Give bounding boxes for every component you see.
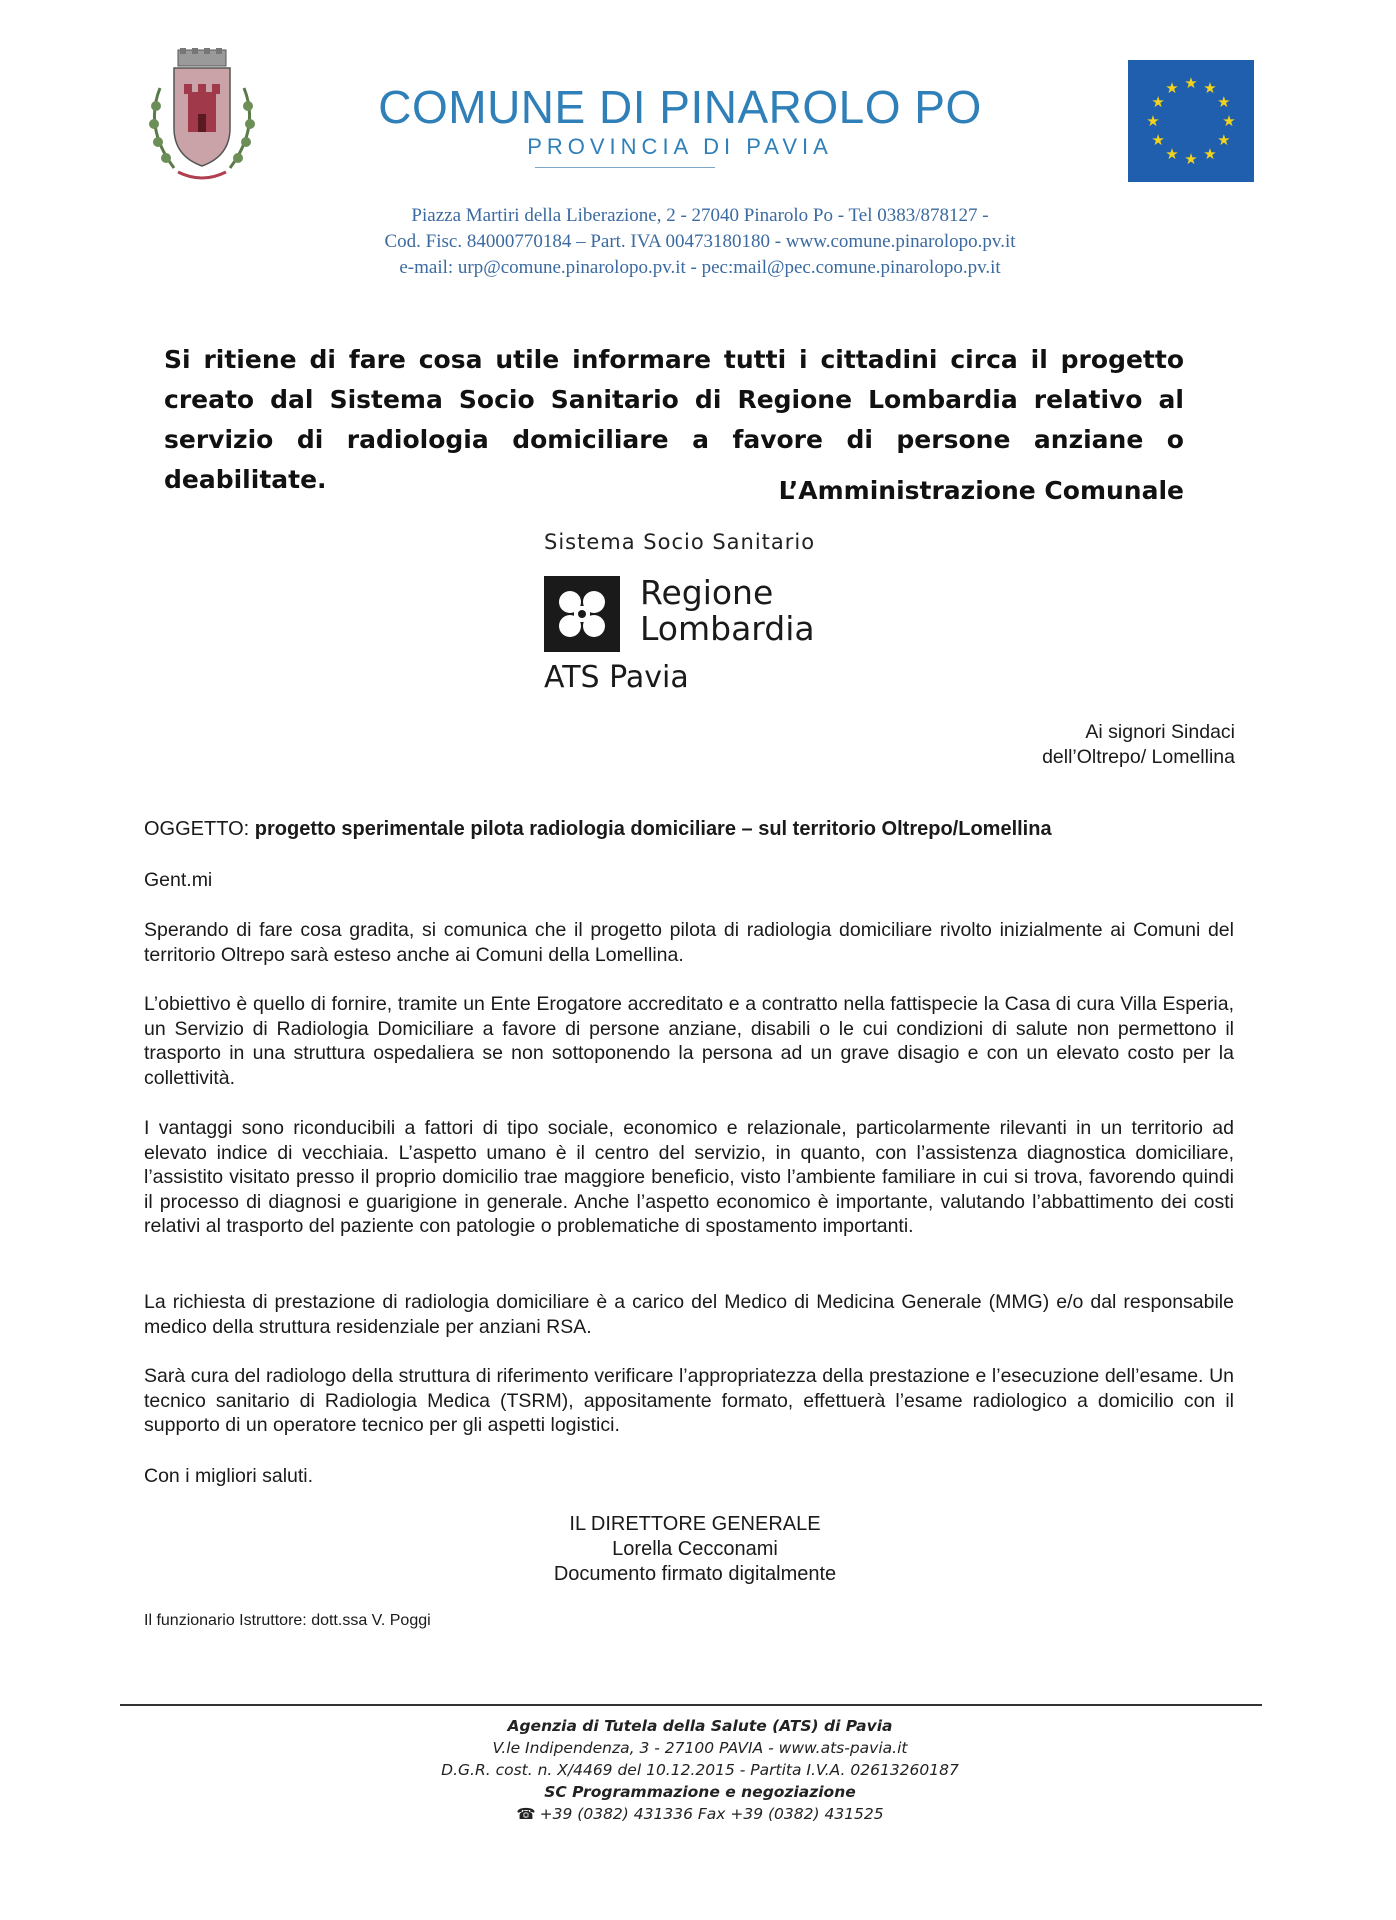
footer-phone-fax: +39 (0382) 431336 Fax +39 (0382) 431525 — [539, 1805, 884, 1823]
header-divider — [535, 167, 715, 168]
closing-line: Con i migliori saluti. — [144, 1465, 314, 1487]
provincia-subtitle: PROVINCIA DI PAVIA — [527, 134, 833, 159]
footer-divider — [120, 1704, 1262, 1706]
intro-signature: L’Amministrazione Comunale — [778, 476, 1184, 505]
body-paragraph: I vantaggi sono riconducibili a fattori di tipo sociale, economico e relazionale, particolarmente rilevanti in un territorio ad elevato indice di vecchiaia. L’aspetto umano è il centro del servizio, in quanto, con l’assistenza diagnostica domiciliare, l’assistito visitato presso il proprio domicilio trae maggiore beneficio, visto l’ambiente familiare in cui si trova, favorendo quindi il processo di diagnosi e guarigione in generale. Anche l’aspetto economico è importante, valutando l’abbattimento dei costi relativi al trasporto del paziente con patologie o problematiche di spostamento importanti. — [144, 1117, 1234, 1237]
address-line-1: Piazza Martiri della Liberazione, 2 - 27040 Pinarolo Po - Tel 0383/878127 - — [411, 205, 989, 226]
intro-notice: Si ritiene di fare cosa utile informare tutti i cittadini circa il progetto creato dal Sistema Socio Sanitario di Regione Lombardia relativo al servizio di radiologia domiciliare a favore di persone anziane o deabilitate. — [164, 345, 1184, 494]
signature-block — [490, 1512, 900, 1587]
eu-star-icon: ★ — [1151, 133, 1165, 149]
ats-logo-pavia: ATS Pavia — [544, 660, 689, 695]
ats-logo-label: Sistema Socio Sanitario — [544, 530, 816, 554]
eu-flag-icon — [1128, 60, 1254, 182]
ats-logo-regione: Regione — [640, 573, 774, 612]
comune-title: COMUNE DI PINAROLO PO — [378, 81, 982, 133]
subject-label: OGGETTO: — [144, 818, 250, 840]
eu-star-icon: ★ — [1184, 152, 1198, 168]
eu-star-icon: ★ — [1165, 81, 1179, 98]
subject-text: progetto sperimentale pilota radiologia domiciliare – sul territorio Oltrepo/Lomellina — [254, 818, 1052, 840]
footer-contacts — [300, 1804, 1100, 1824]
signature-title: IL DIRETTORE GENERALE — [569, 1513, 821, 1535]
eu-star-icon: ★ — [1184, 76, 1198, 92]
signature-note: Documento firmato digitalmente — [553, 1563, 837, 1585]
eu-star-icon: ★ — [1165, 146, 1179, 163]
recipient-line-2: dell’Oltrepo/ Lomellina — [1042, 745, 1235, 768]
recipient-line-1: Ai signori Sindaci — [1085, 721, 1235, 743]
subject-line — [144, 818, 1244, 841]
regione-lombardia-rose-icon — [544, 576, 620, 652]
eu-star-icon: ★ — [1203, 146, 1217, 163]
eu-star-icon: ★ — [1203, 81, 1217, 98]
greeting: Gent.mi — [144, 869, 213, 891]
ats-logo-lombardia: Lombardia — [640, 609, 815, 648]
body-paragraph: La richiesta di prestazione di radiologia domiciliare è a carico del Medico di Medicina Generale (MMG) e/o dal responsabile medico della struttura residenziale per anziani RSA. — [144, 1291, 1234, 1338]
footer-registration: D.G.R. cost. n. X/4469 del 10.12.2015 - Partita I.V.A. 02613260187 — [441, 1761, 959, 1779]
eu-star-icon: ★ — [1151, 95, 1165, 111]
town-crest-icon — [138, 48, 266, 188]
eu-star-icon: ★ — [1217, 133, 1231, 149]
body-paragraph: Sarà cura del radiologo della struttura di riferimento verificare l’appropriatezza della prestazione e l’esecuzione dell’esame. Un tecnico sanitario di Radiologia Medica (TSRM), appositamente formato, effettuerà l’esame radiologico a domicilio con il supporto di un operatore tecnico per gli aspetti logistici. — [144, 1365, 1234, 1436]
eu-star-icon: ★ — [1146, 114, 1160, 130]
eu-star-icon: ★ — [1217, 95, 1231, 111]
address-line-3: e-mail: urp@comune.pinarolopo.pv.it - pec:mail@pec.comune.pinarolopo.pv.it — [399, 257, 1001, 278]
eu-star-icon: ★ — [1222, 114, 1236, 130]
recipient-block — [900, 720, 1235, 769]
telephone-icon: ☎ — [516, 1805, 536, 1823]
body-paragraph: Sperando di fare cosa gradita, si comunica che il progetto pilota di radiologia domiciliare rivolto inizialmente ai Comuni del territorio Oltrepo sarà esteso anche ai Comuni della Lomellina. — [144, 919, 1234, 966]
footer-address: V.le Indipendenza, 3 - 27100 PAVIA - www.ats-pavia.it — [492, 1739, 908, 1757]
footer-department: SC Programmazione e negoziazione — [544, 1783, 856, 1801]
body-paragraph: L’obiettivo è quello di fornire, tramite un Ente Erogatore accreditato e a contratto nella fattispecie la Casa di cura Villa Esperia, un Servizio di Radiologia Domiciliare a favore di persone anziane, disabili o le cui condizioni di salute non permettono il trasporto in una struttura ospedaliera se non sottoponendo la persona ad un grave disagio e con un elevato costo per la collettività. — [144, 993, 1234, 1089]
signature-name: Lorella Cecconami — [612, 1538, 778, 1560]
address-line-2: Cod. Fisc. 84000770184 – Part. IVA 00473180180 - www.comune.pinarolopo.pv.it — [384, 231, 1016, 252]
funzionario-note: Il funzionario Istruttore: dott.ssa V. Poggi — [144, 1612, 431, 1629]
footer-agency: Agenzia di Tutela della Salute (ATS) di Pavia — [507, 1717, 893, 1735]
